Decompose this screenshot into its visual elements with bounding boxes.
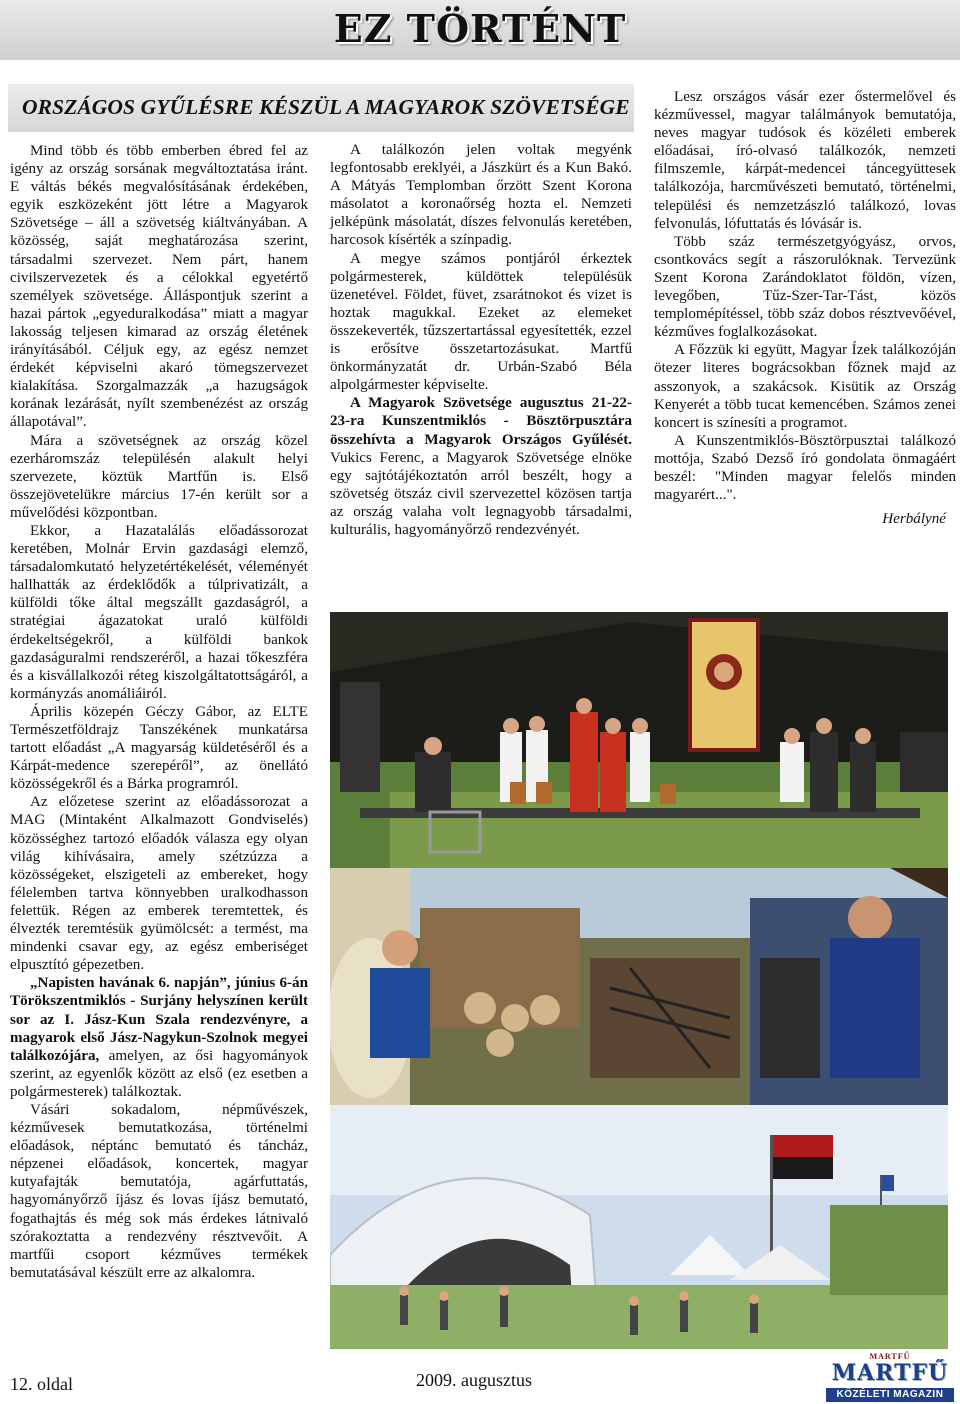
article-column-3 — [654, 88, 956, 528]
section-title: EZ TÖRTÉNT — [333, 6, 627, 51]
paragraph-tail: amelyen, az ősi hagyományok szerint, az egyenlők között az első (ez esetben a polgármesterek) találkoztak. — [10, 1047, 309, 1100]
issue-date: 2009. augusztus — [416, 1370, 532, 1390]
logo-crest-text: MARTFŰ — [869, 1352, 911, 1361]
logo-title: MARTFŰ — [831, 1360, 949, 1386]
paragraph: Mára a szövetségnek az ország közel ezerháromszáz településén alakult helyi szervezete, köztük Martfűn is. Első összejövetelükre március 17-én került sor a művelődési központban. — [10, 432, 308, 521]
article-column-2 — [330, 141, 632, 539]
article-headline: ORSZÁGOS GYŰLÉSRE KÉSZÜL A MAGYAROK SZÖVETSÉGE — [22, 95, 630, 119]
bold-announcement: A Magyarok Szövetsége augusztus 21-22-23-ra Kunszentmiklós - Bösztörpusztára összehívta a Magyarok Országos Gyűlését. — [330, 395, 632, 448]
bold-lead: „Napisten havának 6. napján”, június 6-án Törökszentmiklós - Surjány helyszínen került sor az I. Jász-Kun Szala rendezvényre, a magyarok első Jász-Nagykun-Szolnok megyei találkozójára, — [10, 975, 308, 1064]
paragraph: A Kunszentmiklós-Bösztörpusztai találkozó mottója, Szabó Dezső író gondolata önmagáért beszél: "Minden magyar felelős minden magyarért...". — [654, 432, 956, 504]
author-signature: Herbályné — [882, 511, 946, 528]
paragraph: A Főzzük ki együtt, Magyar Ízek találkozóján ötezer literes bográcsokban főznek majd az asszonyok, a szakácsok. Kisütik az Ország Kenyerét a több tucat kemencében. Számos zenei koncert is színesíti a programot. — [654, 342, 956, 431]
paragraph: Több száz természetgyógyász, orvos, csontkovács segít a rászorulóknak. Tervezünk Szent Korona Zarándoklatot földön, vízen, levegőben, Tűz-Szer-Tar-Tást, közös templomépítéssel, több száz dobos résztvevőével, kézműves foglalkozásokat. — [654, 233, 956, 341]
section-banner — [0, 0, 960, 60]
paragraph: A találkozón jelen voltak megyénk legfontosabb ereklyéi, a Jászkürt és a Kun Bakó. A Mátyás Templomban őrzött Szent Korona másolatot a koronaőrség hozta el. Nemzeti jelképünk másolatát, díszes felvonulás keretében, harcosok kísérték a színpadig. — [330, 142, 632, 249]
paragraph — [10, 974, 308, 1101]
magazine-logo — [822, 1352, 958, 1402]
article-column-1 — [10, 142, 308, 1282]
paragraph: Április közepén Géczy Gábor, az ELTE Természetföldrajz Tanszékének munkatársa tartott előadást „A magyarság küldetéséről és a Kárpát-medence szerepéről”, az önellátó közösségekről és a Bárka programról. — [10, 703, 308, 793]
paragraph: Mind több és több emberben ébred fel az igény az ország sorsának megváltoztatása iránt. E váltás békés megvalósításának érdekében, egyik eszközeként jött létre a Magyarok Szövetsége – áll a szövetség kiáltványában. A közösség, saját meghatározása szerint, társadalmi szervezet. Nem párt, hanem civilszervezetek és a célokkal egyetértő személyek szövetsége. Álláspontjuk szerint a hazai pártok „egyeduralkodása” miatt a magyar lakosság teljesen kimarad az ország életének irányításából. Céljuk egy, az egész nemzet érdekét képviselni akaró tömegszervezet kialakítása. Szorgalmazzák „a hazugságok korának lezárását, nyílt szembenézést az ország állapotával”. — [10, 143, 308, 431]
paragraph: Lesz országos vásár ezer őstermelővel és kézművessel, magyar találmányok bemutatója, neves magyar tudósok és közéleti emberek előadásai, író-olvasó találkozók, nemzeti filmszemle, kárpát-medencei táncegyüttesek találkozója, harcművészeti bemutató, történelmi, települési és nemzetzászló találkozó, lovas felvonulás, lófuttatás és lóvásár is. — [654, 89, 956, 232]
paragraph: Vásári sokadalom, népművészek, kézművesek bemutatkozása, történelmi előadások, néptánc bemutató és táncház, népzenei előadások, koncertek, magyar kutyafajták bemutatója, agárfuttatás, hagyományőrző íjász és lovas íjász bemutató, fogathajtás és még sok más érdekes látnivaló szórakoztatta a rendezvény résztvevőit. A martfűi csoport kézműves termékek bemutatásával készült erre az alkalomra. — [10, 1101, 308, 1281]
photo-craftsmen — [330, 868, 948, 1105]
paragraph-tail: Vukics Ferenc, a Magyarok Szövetsége elnöke egy sajtótájékoztatón arról beszélt, hogy a szövetség ötszáz civil szervezettel közösen tartja az ország valaha volt legnagyobb társadalmi, kulturális, hagyományőrző rendezvényét. — [330, 449, 632, 538]
paragraph: A megye számos pontjáról érkeztek polgármesterek, küldöttek településük üzenetével. Földet, füvet, zsarátnokot és vizet is hoztak magukkal. Ezeket az elemeket összekeverték, tűzszertartással egyesítették, ezzel is erősítve összetartozásukat. Martfű önkormányzatát dr. Urbán-Szabó Béla alpolgármester képviselte. — [330, 250, 632, 394]
paragraph: Ekkor, a Hazatalálás előadássorozat keretében, Molnár Ervin gazdasági elemző, társadalomkutató helyzetértékelését, véleményét hallhatták az érdeklődők a túlprivatizált, a külföldi tőke által megszállt gazdaságról, a stratégiai ágazatokat uraló külföldi érdekeltségekről, a külföldi bankok gazdaságuralmi rendszeréről, a hazai tőkeszféra és a kisvállalkozói réteg kiszolgáltatottságáról, a kormányzás anomáliáiról. — [10, 522, 308, 702]
photo-stage — [330, 612, 948, 868]
paragraph: Az előzetese szerint az előadássorozat a MAG (Mintaként Alkalmazott Gondviselés) közösséghez tartozó előadók válasza egy olyan világ kihívásaira, amely szétzúzza a közösségeket, elszigeteli az embereket, hogy félelemben tartva könnyebben uralkodhasson felettük. Régen az emberek teremtettek, és élvezték teremtésük gyümölcsét: a termést, ma mindenki csavar egy, az egész emberiséget elpusztító gépezetben. — [10, 794, 308, 974]
paragraph — [330, 394, 632, 539]
page-number: 12. oldal — [10, 1374, 73, 1394]
photo-tent — [330, 1105, 948, 1349]
logo-subtitle: KÖZÉLETI MAGAZIN — [826, 1388, 954, 1402]
